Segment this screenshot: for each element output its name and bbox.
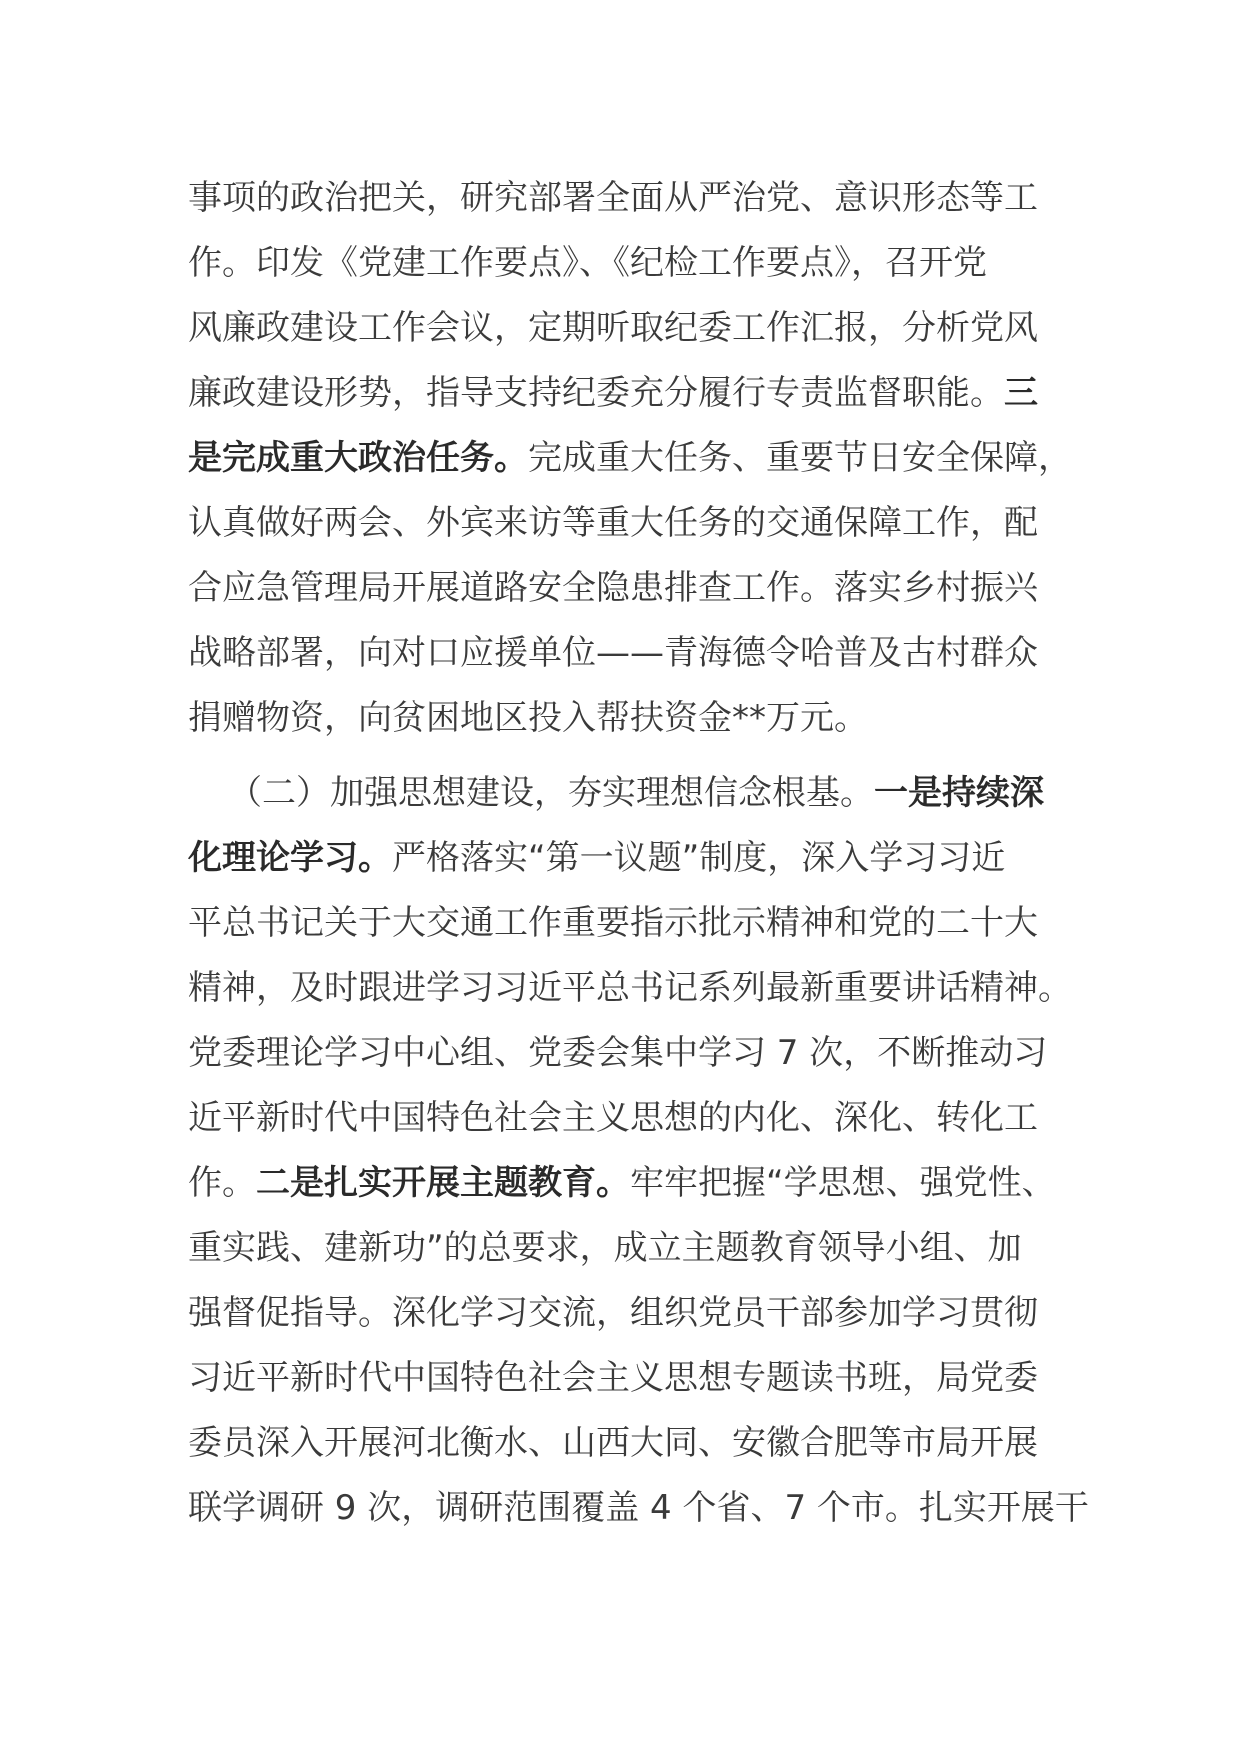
text-run: 精神，及时跟进学习习近平总书记系列最新重要讲话精神。 (188, 968, 1072, 1008)
text-line (188, 1346, 1068, 1411)
text-run: 认真做好两会、外宾来访等重大任务的交通保障工作，配 (188, 503, 1038, 543)
text-line (188, 826, 1068, 891)
text-run: 近平新时代中国特色社会主义思想的内化、深化、转化工 (188, 1098, 1038, 1138)
text-line (188, 166, 1068, 231)
text-run: 强督促指导。深化学习交流，组织党员干部参加学习贯彻 (188, 1293, 1038, 1333)
text-run: 作。印发《党建工作要点》、《纪检工作要点》，召开党 (188, 243, 987, 283)
text-line (188, 296, 1068, 361)
text-line (188, 761, 1068, 826)
text-line (188, 686, 1068, 751)
text-run: 重实践、建新功”的总要求，成立主题教育领导小组、加 (188, 1228, 1022, 1268)
text-run: 牢牢把握“学思想、强党性、 (630, 1163, 1056, 1203)
bold-run: 一是持续深 (874, 773, 1044, 813)
text-line (188, 491, 1068, 556)
text-line (188, 621, 1068, 686)
text-run: 作。 (188, 1163, 256, 1203)
text-line (188, 891, 1068, 956)
text-run: 捐赠物资，向贫困地区投入帮扶资金**万元。 (188, 698, 868, 738)
bold-run: 三 (1004, 373, 1038, 413)
text-run: 联学调研 9 次，调研范围覆盖 4 个省、7 个市。扎实开展干 (188, 1488, 1089, 1528)
bold-run: 二是扎实开展主题教育。 (256, 1163, 630, 1203)
text-run: 习近平新时代中国特色社会主义思想专题读书班，局党委 (188, 1358, 1038, 1398)
text-run: 严格落实“第一议题”制度，深入学习习近 (392, 838, 1006, 878)
text-run: 战略部署，向对口应援单位——青海德令哈普及古村群众 (188, 633, 1038, 673)
text-run: 廉政建设形势，指导支持纪委充分履行专责监督职能。 (188, 373, 1004, 413)
text-line (188, 361, 1068, 426)
text-run: 党委理论学习中心组、党委会集中学习 7 次，不断推动习 (188, 1033, 1048, 1073)
document-body (188, 166, 1089, 1541)
text-line (188, 1086, 1068, 1151)
text-line (188, 1021, 1068, 1086)
text-run: 风廉政建设工作会议，定期听取纪委工作汇报，分析党风 (188, 308, 1038, 348)
text-line (188, 1216, 1068, 1281)
text-run: （二）加强思想建设，夯实理想信念根基。 (228, 773, 874, 813)
text-run: 平总书记关于大交通工作重要指示批示精神和党的二十大 (188, 903, 1038, 943)
bold-run: 化理论学习。 (188, 838, 392, 878)
text-run: 合应急管理局开展道路安全隐患排查工作。落实乡村振兴 (188, 568, 1038, 608)
text-line (188, 1411, 1068, 1476)
text-run: 完成重大任务、重要节日安全保障， (528, 438, 1072, 478)
text-run: 事项的政治把关，研究部署全面从严治党、意识形态等工 (188, 178, 1038, 218)
text-line (188, 1151, 1068, 1216)
text-run: 委员深入开展河北衡水、山西大同、安徽合肥等市局开展 (188, 1423, 1038, 1463)
text-line (188, 556, 1068, 621)
text-line (188, 231, 1068, 296)
bold-run: 是完成重大政治任务。 (188, 438, 528, 478)
text-line (188, 426, 1072, 491)
text-line (188, 1281, 1068, 1346)
text-line (188, 1476, 1089, 1541)
text-line (188, 956, 1072, 1021)
